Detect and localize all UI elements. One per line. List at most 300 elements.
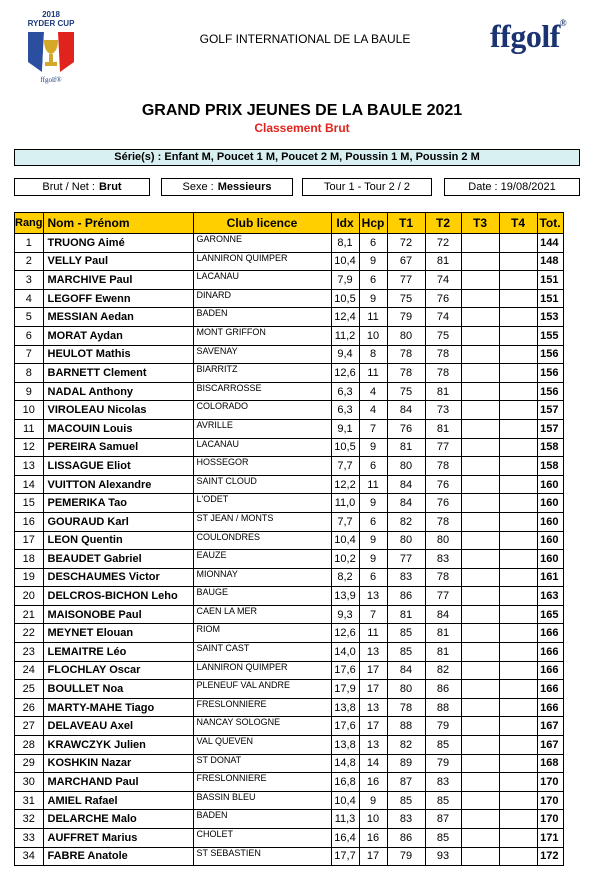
cell-hcp: 9 xyxy=(359,289,387,308)
cell-club: AVRILLE xyxy=(193,419,331,438)
cell-tot: 166 xyxy=(537,698,563,717)
cell-rang: 26 xyxy=(15,698,44,717)
cell-t2: 81 xyxy=(425,643,461,662)
cell-t3 xyxy=(461,419,499,438)
cell-club: BAUGE xyxy=(193,587,331,606)
table-row xyxy=(15,252,564,271)
cell-hcp: 17 xyxy=(359,661,387,680)
col-hcp: Hcp xyxy=(359,213,387,234)
cell-hcp: 11 xyxy=(359,624,387,643)
cell-tot: 160 xyxy=(537,494,563,513)
cell-nom: MACOUIN Louis xyxy=(43,419,193,438)
cell-tot: 157 xyxy=(537,401,563,420)
brand-name: ffgolf xyxy=(490,18,560,54)
cell-club: CAEN LA MER xyxy=(193,605,331,624)
cell-hcp: 9 xyxy=(359,791,387,810)
cell-t2: 77 xyxy=(425,438,461,457)
cell-t4 xyxy=(499,605,537,624)
cell-t2: 93 xyxy=(425,847,461,866)
cell-t3 xyxy=(461,568,499,587)
cell-nom: VUITTON Alexandre xyxy=(43,475,193,494)
cell-rang: 2 xyxy=(15,252,44,271)
cell-idx: 13,8 xyxy=(331,736,359,755)
cell-club: CHOLET xyxy=(193,829,331,848)
cell-t2: 84 xyxy=(425,605,461,624)
cell-idx: 17,6 xyxy=(331,661,359,680)
table-row xyxy=(15,289,564,308)
cell-club: ST SEBASTIEN xyxy=(193,847,331,866)
brut-net-label: Brut / Net : xyxy=(42,181,95,193)
cell-t3 xyxy=(461,717,499,736)
brut-net-filter xyxy=(14,178,150,196)
cell-t4 xyxy=(499,791,537,810)
cell-t4 xyxy=(499,494,537,513)
cell-idx: 12,2 xyxy=(331,475,359,494)
table-row xyxy=(15,680,564,699)
cell-t4 xyxy=(499,829,537,848)
cell-hcp: 17 xyxy=(359,847,387,866)
cell-t3 xyxy=(461,364,499,383)
cell-t3 xyxy=(461,345,499,364)
cell-club: LANNIRON QUIMPER xyxy=(193,661,331,680)
cell-rang: 15 xyxy=(15,494,44,513)
cell-rang: 9 xyxy=(15,382,44,401)
cell-club: FRESLONNIERE xyxy=(193,698,331,717)
cell-club: PLENEUF VAL ANDRE xyxy=(193,680,331,699)
cell-nom: VIROLEAU Nicolas xyxy=(43,401,193,420)
cell-hcp: 16 xyxy=(359,829,387,848)
cell-t1: 83 xyxy=(387,568,425,587)
table-row xyxy=(15,587,564,606)
cell-t1: 78 xyxy=(387,698,425,717)
col-tot: Tot. xyxy=(537,213,563,234)
col-nom: Nom - Prénom xyxy=(43,213,193,234)
cell-t2: 78 xyxy=(425,345,461,364)
cell-rang: 30 xyxy=(15,773,44,792)
cell-t1: 75 xyxy=(387,289,425,308)
cell-t3 xyxy=(461,605,499,624)
cell-nom: DELAVEAU Axel xyxy=(43,717,193,736)
cell-t4 xyxy=(499,271,537,290)
cell-tot: 156 xyxy=(537,382,563,401)
cell-rang: 33 xyxy=(15,829,44,848)
cell-t4 xyxy=(499,252,537,271)
cell-club: COLORADO xyxy=(193,401,331,420)
cell-nom: KOSHKIN Nazar xyxy=(43,754,193,773)
cell-nom: MESSIAN Aedan xyxy=(43,308,193,327)
cell-t3 xyxy=(461,271,499,290)
cell-t4 xyxy=(499,457,537,476)
cell-t2: 76 xyxy=(425,475,461,494)
cell-hcp: 9 xyxy=(359,438,387,457)
cell-t1: 89 xyxy=(387,754,425,773)
cell-club: GARONNE xyxy=(193,234,331,253)
cell-t1: 79 xyxy=(387,847,425,866)
cell-t2: 83 xyxy=(425,550,461,569)
cell-t2: 74 xyxy=(425,308,461,327)
cell-club: BASSIN BLEU xyxy=(193,791,331,810)
cell-tot: 160 xyxy=(537,475,563,494)
cell-t4 xyxy=(499,308,537,327)
cell-nom: LEGOFF Ewenn xyxy=(43,289,193,308)
table-row xyxy=(15,382,564,401)
brand-mark: ® xyxy=(559,18,567,28)
cell-tot: 151 xyxy=(537,289,563,308)
cell-rang: 32 xyxy=(15,810,44,829)
cell-tot: 156 xyxy=(537,364,563,383)
cell-nom: MARCHIVE Paul xyxy=(43,271,193,290)
cell-tot: 166 xyxy=(537,680,563,699)
cell-rang: 3 xyxy=(15,271,44,290)
cell-t2: 82 xyxy=(425,661,461,680)
cell-nom: VELLY Paul xyxy=(43,252,193,271)
cell-hcp: 9 xyxy=(359,252,387,271)
cell-t3 xyxy=(461,550,499,569)
cell-t3 xyxy=(461,773,499,792)
cell-t3 xyxy=(461,531,499,550)
cell-rang: 18 xyxy=(15,550,44,569)
cell-hcp: 10 xyxy=(359,810,387,829)
cell-t3 xyxy=(461,308,499,327)
cell-nom: AMIEL Rafael xyxy=(43,791,193,810)
cell-t2: 85 xyxy=(425,736,461,755)
cell-tot: 167 xyxy=(537,736,563,755)
cell-t3 xyxy=(461,624,499,643)
cell-rang: 31 xyxy=(15,791,44,810)
results-table xyxy=(14,212,564,866)
cell-tot: 171 xyxy=(537,829,563,848)
cell-t4 xyxy=(499,624,537,643)
table-row xyxy=(15,234,564,253)
cell-t2: 88 xyxy=(425,698,461,717)
cell-idx: 13,9 xyxy=(331,587,359,606)
table-row xyxy=(15,364,564,383)
cell-t3 xyxy=(461,289,499,308)
cell-club: FRESLONNIERE xyxy=(193,773,331,792)
cell-idx: 12,6 xyxy=(331,364,359,383)
cell-rang: 12 xyxy=(15,438,44,457)
cell-t4 xyxy=(499,680,537,699)
cell-nom: PEREIRA Samuel xyxy=(43,438,193,457)
cell-idx: 17,6 xyxy=(331,717,359,736)
cell-nom: BEAUDET Gabriel xyxy=(43,550,193,569)
cell-hcp: 17 xyxy=(359,717,387,736)
cell-t1: 76 xyxy=(387,419,425,438)
cell-tot: 156 xyxy=(537,345,563,364)
cell-t4 xyxy=(499,438,537,457)
cell-idx: 10,5 xyxy=(331,438,359,457)
cell-t1: 83 xyxy=(387,810,425,829)
table-row xyxy=(15,345,564,364)
table-row xyxy=(15,438,564,457)
cell-rang: 22 xyxy=(15,624,44,643)
cell-club: MIONNAY xyxy=(193,568,331,587)
cell-club: SAINT CLOUD xyxy=(193,475,331,494)
table-row xyxy=(15,568,564,587)
cell-t1: 85 xyxy=(387,624,425,643)
cell-hcp: 16 xyxy=(359,773,387,792)
cell-t3 xyxy=(461,401,499,420)
cell-idx: 14,0 xyxy=(331,643,359,662)
table-row xyxy=(15,457,564,476)
cell-t1: 85 xyxy=(387,643,425,662)
cell-rang: 23 xyxy=(15,643,44,662)
cell-club: ST DONAT xyxy=(193,754,331,773)
cell-t3 xyxy=(461,438,499,457)
cell-t2: 83 xyxy=(425,773,461,792)
cell-tot: 144 xyxy=(537,234,563,253)
cell-t2: 78 xyxy=(425,457,461,476)
cell-tot: 166 xyxy=(537,643,563,662)
cell-tot: 168 xyxy=(537,754,563,773)
cell-t1: 81 xyxy=(387,438,425,457)
cell-t4 xyxy=(499,847,537,866)
cell-t4 xyxy=(499,475,537,494)
cell-nom: MAISONOBE Paul xyxy=(43,605,193,624)
cell-t1: 80 xyxy=(387,457,425,476)
cell-club: ST JEAN / MONTS xyxy=(193,512,331,531)
cell-t4 xyxy=(499,531,537,550)
cell-hcp: 13 xyxy=(359,643,387,662)
cell-tot: 161 xyxy=(537,568,563,587)
cell-club: MONT GRIFFON xyxy=(193,326,331,345)
cell-hcp: 4 xyxy=(359,401,387,420)
cell-hcp: 17 xyxy=(359,680,387,699)
table-row xyxy=(15,773,564,792)
table-row xyxy=(15,736,564,755)
logo-name: RYDER CUP xyxy=(27,19,75,28)
cell-nom: LEON Quentin xyxy=(43,531,193,550)
cell-club: LACANAU xyxy=(193,271,331,290)
cell-t4 xyxy=(499,512,537,531)
cell-rang: 25 xyxy=(15,680,44,699)
cell-tot: 158 xyxy=(537,438,563,457)
cell-hcp: 6 xyxy=(359,271,387,290)
cell-idx: 9,3 xyxy=(331,605,359,624)
cell-t4 xyxy=(499,736,537,755)
col-t1: T1 xyxy=(387,213,425,234)
cell-rang: 17 xyxy=(15,531,44,550)
cell-nom: LISSAGUE Eliot xyxy=(43,457,193,476)
sexe-value: Messieurs xyxy=(217,181,272,193)
cell-idx: 9,1 xyxy=(331,419,359,438)
cell-t4 xyxy=(499,810,537,829)
cell-hcp: 7 xyxy=(359,419,387,438)
tour-filter: Tour 1 - Tour 2 / 2 xyxy=(302,178,432,196)
cell-nom: NADAL Anthony xyxy=(43,382,193,401)
cell-hcp: 4 xyxy=(359,382,387,401)
cell-idx: 10,4 xyxy=(331,791,359,810)
cell-t1: 84 xyxy=(387,494,425,513)
table-row xyxy=(15,698,564,717)
cell-t2: 79 xyxy=(425,754,461,773)
cell-tot: 148 xyxy=(537,252,563,271)
cell-t1: 82 xyxy=(387,736,425,755)
ryder-cup-logo xyxy=(20,10,82,86)
cell-idx: 13,8 xyxy=(331,698,359,717)
cell-t4 xyxy=(499,419,537,438)
cell-idx: 10,5 xyxy=(331,289,359,308)
cell-nom: MARTY-MAHE Tiago xyxy=(43,698,193,717)
cell-t1: 79 xyxy=(387,308,425,327)
cell-t2: 74 xyxy=(425,271,461,290)
cell-club: VAL QUEVEN xyxy=(193,736,331,755)
table-row xyxy=(15,475,564,494)
table-row xyxy=(15,494,564,513)
cell-tot: 160 xyxy=(537,512,563,531)
cell-idx: 10,4 xyxy=(331,252,359,271)
cell-t2: 78 xyxy=(425,512,461,531)
cell-t1: 81 xyxy=(387,605,425,624)
table-row xyxy=(15,401,564,420)
cell-t4 xyxy=(499,401,537,420)
cell-t2: 75 xyxy=(425,326,461,345)
col-idx: Idx xyxy=(331,213,359,234)
cell-t2: 86 xyxy=(425,680,461,699)
cell-tot: 155 xyxy=(537,326,563,345)
table-row xyxy=(15,810,564,829)
cell-hcp: 10 xyxy=(359,326,387,345)
cell-tot: 153 xyxy=(537,308,563,327)
table-row xyxy=(15,791,564,810)
cell-club: BADEN xyxy=(193,810,331,829)
cell-tot: 163 xyxy=(537,587,563,606)
cell-club: L'ODET xyxy=(193,494,331,513)
page-subtitle: Classement Brut xyxy=(254,121,350,135)
cell-idx: 6,3 xyxy=(331,401,359,420)
cell-tot: 157 xyxy=(537,419,563,438)
cell-t3 xyxy=(461,829,499,848)
cell-club: LANNIRON QUIMPER xyxy=(193,252,331,271)
cell-t3 xyxy=(461,680,499,699)
cell-rang: 13 xyxy=(15,457,44,476)
col-club: Club licence xyxy=(193,213,331,234)
cell-hcp: 9 xyxy=(359,531,387,550)
sexe-filter xyxy=(161,178,293,196)
cell-t2: 72 xyxy=(425,234,461,253)
cell-tot: 151 xyxy=(537,271,563,290)
cell-idx: 16,4 xyxy=(331,829,359,848)
cell-t3 xyxy=(461,326,499,345)
cell-t4 xyxy=(499,326,537,345)
cell-rang: 6 xyxy=(15,326,44,345)
cell-t3 xyxy=(461,587,499,606)
table-row xyxy=(15,829,564,848)
cell-hcp: 9 xyxy=(359,494,387,513)
cell-t1: 80 xyxy=(387,680,425,699)
cell-t3 xyxy=(461,234,499,253)
cell-t2: 76 xyxy=(425,494,461,513)
cell-nom: BOULLET Noa xyxy=(43,680,193,699)
cell-t1: 67 xyxy=(387,252,425,271)
cell-t3 xyxy=(461,754,499,773)
cell-t3 xyxy=(461,494,499,513)
cell-idx: 11,3 xyxy=(331,810,359,829)
cell-hcp: 11 xyxy=(359,475,387,494)
cell-t2: 78 xyxy=(425,568,461,587)
cell-club: RIOM xyxy=(193,624,331,643)
cell-rang: 29 xyxy=(15,754,44,773)
cell-nom: GOURAUD Karl xyxy=(43,512,193,531)
cell-hcp: 13 xyxy=(359,698,387,717)
cell-nom: MORAT Aydan xyxy=(43,326,193,345)
cell-t1: 75 xyxy=(387,382,425,401)
cell-idx: 11,0 xyxy=(331,494,359,513)
cell-t2: 81 xyxy=(425,382,461,401)
cell-idx: 8,2 xyxy=(331,568,359,587)
cell-t4 xyxy=(499,643,537,662)
cell-t3 xyxy=(461,512,499,531)
series-banner: Série(s) : Enfant M, Poucet 1 M, Poucet 2 M, Poussin 1 M, Poussin 2 M xyxy=(14,149,580,166)
cell-t4 xyxy=(499,289,537,308)
cell-hcp: 6 xyxy=(359,512,387,531)
cell-rang: 11 xyxy=(15,419,44,438)
cell-t2: 85 xyxy=(425,791,461,810)
page-title: GRAND PRIX JEUNES DE LA BAULE 2021 xyxy=(141,102,463,119)
cell-club: BISCARROSSE xyxy=(193,382,331,401)
cell-tot: 160 xyxy=(537,531,563,550)
cell-idx: 10,2 xyxy=(331,550,359,569)
cell-t1: 80 xyxy=(387,326,425,345)
table-row xyxy=(15,419,564,438)
cell-club: SAVENAY xyxy=(193,345,331,364)
cell-idx: 7,7 xyxy=(331,512,359,531)
cell-t1: 84 xyxy=(387,475,425,494)
col-t3: T3 xyxy=(461,213,499,234)
cell-t1: 82 xyxy=(387,512,425,531)
cell-rang: 4 xyxy=(15,289,44,308)
cell-rang: 27 xyxy=(15,717,44,736)
cell-t2: 87 xyxy=(425,810,461,829)
cell-t2: 73 xyxy=(425,401,461,420)
cell-nom: FABRE Anatole xyxy=(43,847,193,866)
cell-idx: 7,7 xyxy=(331,457,359,476)
cell-t4 xyxy=(499,568,537,587)
table-row xyxy=(15,661,564,680)
ffgolf-logo xyxy=(490,18,566,55)
trophy-icon xyxy=(28,32,74,72)
cell-idx: 6,3 xyxy=(331,382,359,401)
cell-idx: 14,8 xyxy=(331,754,359,773)
cell-t1: 85 xyxy=(387,791,425,810)
cell-t1: 87 xyxy=(387,773,425,792)
cell-nom: MARCHAND Paul xyxy=(43,773,193,792)
cell-club: NANCAY SOLOGNE xyxy=(193,717,331,736)
table-row xyxy=(15,512,564,531)
cell-tot: 170 xyxy=(537,773,563,792)
cell-nom: PEMERIKA Tao xyxy=(43,494,193,513)
cell-rang: 24 xyxy=(15,661,44,680)
table-row xyxy=(15,717,564,736)
cell-nom: DELCROS-BICHON Leho xyxy=(43,587,193,606)
logo-year: 2018 xyxy=(42,10,60,19)
cell-hcp: 8 xyxy=(359,345,387,364)
table-row xyxy=(15,624,564,643)
cell-idx: 10,4 xyxy=(331,531,359,550)
cell-rang: 20 xyxy=(15,587,44,606)
cell-hcp: 13 xyxy=(359,736,387,755)
cell-t4 xyxy=(499,698,537,717)
cell-rang: 7 xyxy=(15,345,44,364)
cell-rang: 14 xyxy=(15,475,44,494)
cell-nom: DELARCHE Malo xyxy=(43,810,193,829)
col-t4: T4 xyxy=(499,213,537,234)
cell-t4 xyxy=(499,717,537,736)
cell-idx: 11,2 xyxy=(331,326,359,345)
cell-t3 xyxy=(461,847,499,866)
cell-club: COULONDRES xyxy=(193,531,331,550)
cell-t3 xyxy=(461,252,499,271)
